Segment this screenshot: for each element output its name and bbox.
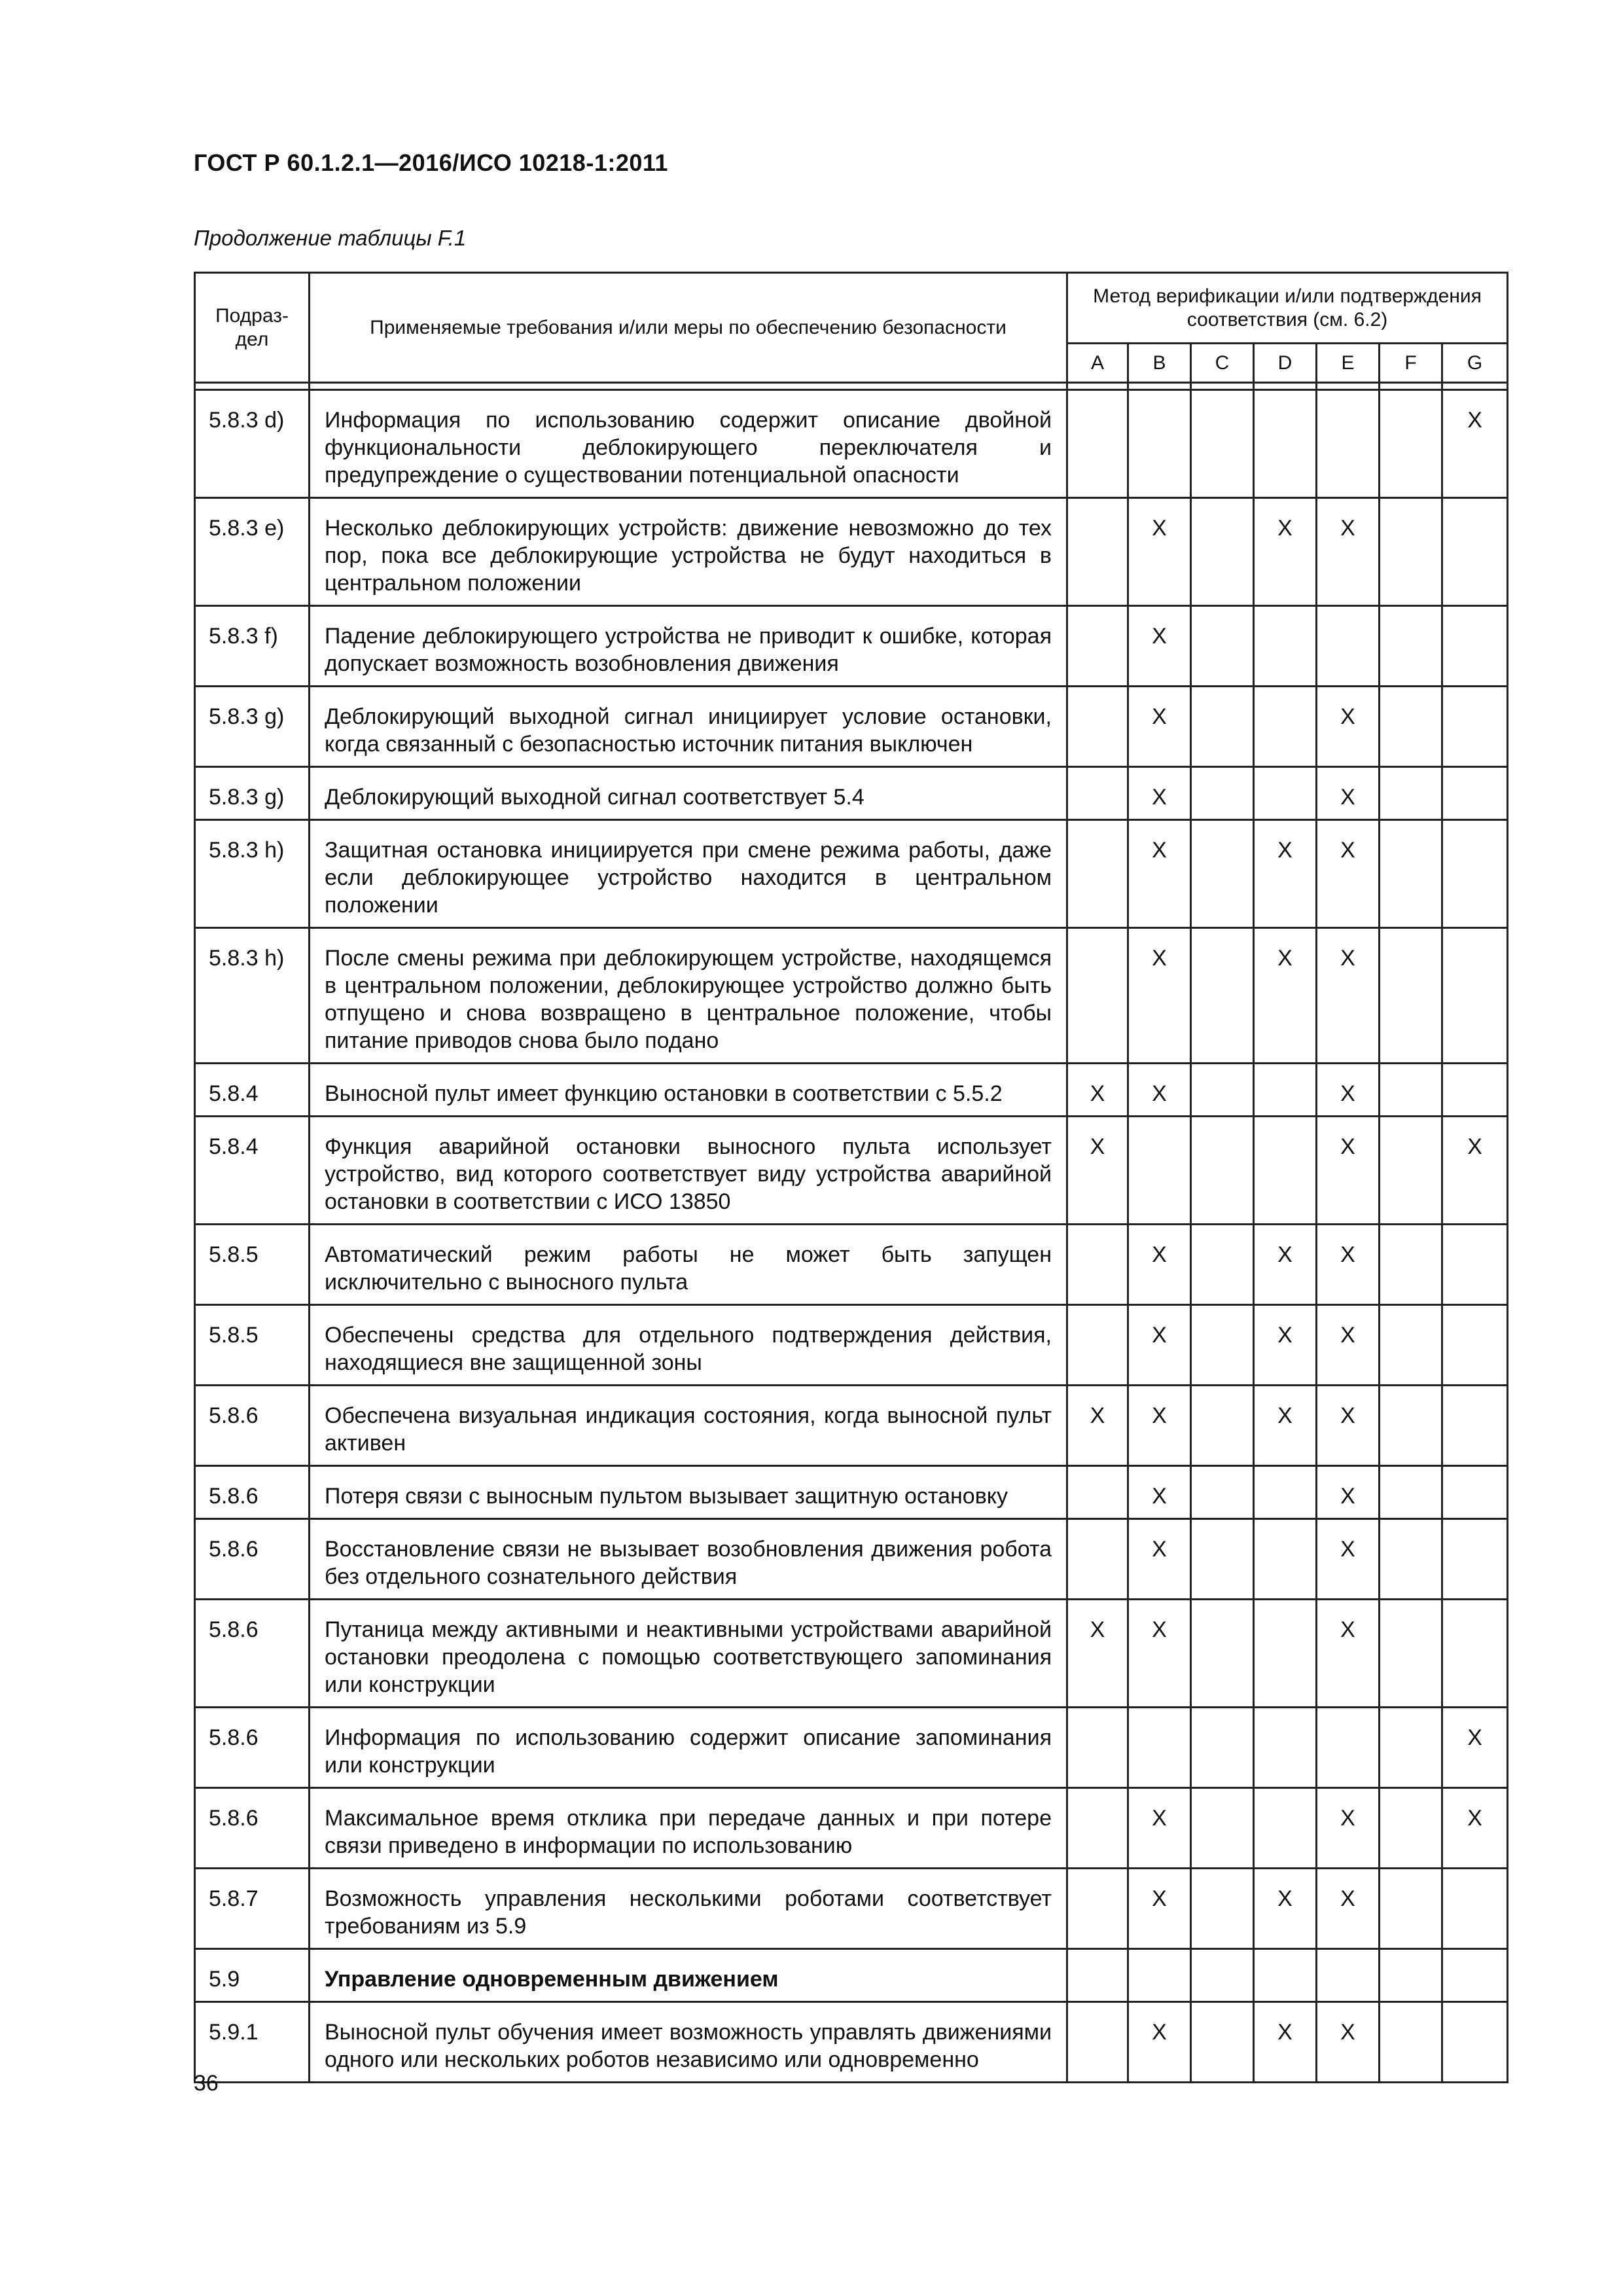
method-mark-cell: X [1317, 2002, 1380, 2083]
method-mark-cell [1067, 1708, 1128, 1788]
method-mark-cell: X [1128, 1600, 1191, 1708]
method-mark-cell [1191, 1788, 1254, 1869]
subsection-cell: 5.8.4 [195, 1117, 310, 1225]
method-mark-cell [1380, 2002, 1442, 2083]
method-mark-cell [1191, 1466, 1254, 1519]
method-mark-cell [1254, 687, 1317, 767]
method-mark-cell: X [1317, 1869, 1380, 1949]
method-mark-cell [1442, 498, 1508, 606]
method-mark-cell [1254, 390, 1317, 498]
subsection-cell: 5.8.3 h) [195, 928, 310, 1064]
method-mark-cell [1067, 1466, 1128, 1519]
method-mark-cell: X [1128, 767, 1191, 820]
method-mark-cell [1380, 687, 1442, 767]
requirement-cell: Выносной пульт имеет функцию остановки в соответствии с 5.5.2 [310, 1064, 1067, 1117]
header-separator [195, 383, 1508, 390]
method-mark-cell [1254, 606, 1317, 687]
method-mark-cell [1380, 1064, 1442, 1117]
requirement-cell: Падение деблокирующего устройства не приводит к ошибке, которая допускает возможность возобновления движения [310, 606, 1067, 687]
method-mark-cell: X [1128, 1519, 1191, 1600]
method-mark-cell [1067, 1225, 1128, 1305]
method-mark-cell: X [1128, 1466, 1191, 1519]
method-mark-cell [1380, 1869, 1442, 1949]
method-mark-cell: X [1254, 928, 1317, 1064]
method-mark-cell [1067, 928, 1128, 1064]
method-mark-cell: X [1128, 687, 1191, 767]
requirement-cell: Выносной пульт обучения имеет возможность управлять движениями одного или нескольких роботов независимо или одновременно [310, 2002, 1067, 2083]
method-mark-cell: X [1128, 1869, 1191, 1949]
method-mark-cell [1191, 1869, 1254, 1949]
method-mark-cell [1067, 1869, 1128, 1949]
method-letter-g: G [1442, 344, 1508, 383]
method-mark-cell [1442, 1466, 1508, 1519]
method-mark-cell: X [1067, 1064, 1128, 1117]
method-letter-f: F [1380, 344, 1442, 383]
method-mark-cell [1191, 767, 1254, 820]
method-mark-cell [1442, 1519, 1508, 1600]
subsection-cell: 5.8.3 f) [195, 606, 310, 687]
method-mark-cell [1442, 928, 1508, 1064]
table-row [195, 606, 1508, 687]
subsection-cell: 5.8.4 [195, 1064, 310, 1117]
subsection-cell: 5.8.6 [195, 1519, 310, 1600]
requirement-cell: Несколько деблокирующих устройств: движение невозможно до тех пор, пока все деблокирующие устройства не будут находиться в центральном положении [310, 498, 1067, 606]
method-mark-cell [1380, 1225, 1442, 1305]
column-header-requirements: Применяемые требования и/или меры по обеспечению безопасности [310, 273, 1067, 383]
subsection-cell: 5.8.6 [195, 1708, 310, 1788]
method-mark-cell [1254, 1466, 1317, 1519]
method-mark-cell [1254, 1519, 1317, 1600]
method-mark-cell [1128, 1117, 1191, 1225]
subsection-cell: 5.8.6 [195, 1600, 310, 1708]
method-letter-d: D [1254, 344, 1317, 383]
method-mark-cell: X [1317, 1386, 1380, 1466]
method-mark-cell: X [1128, 1788, 1191, 1869]
method-mark-cell [1442, 1869, 1508, 1949]
table-row [195, 1869, 1508, 1949]
method-mark-cell: X [1442, 390, 1508, 498]
requirement-cell: После смены режима при деблокирующем устройстве, находящемся в центральном положении, деблокирующее устройство должно быть отпущено и снова возвращено в центральное положение, чтобы питание приводов снова было подано [310, 928, 1067, 1064]
requirement-cell: Максимальное время отклика при передаче данных и при потере связи приведено в информации по использованию [310, 1788, 1067, 1869]
method-mark-cell: X [1317, 1519, 1380, 1600]
method-mark-cell: X [1128, 1305, 1191, 1386]
method-mark-cell [1254, 767, 1317, 820]
method-mark-cell [1067, 1305, 1128, 1386]
method-mark-cell [1442, 1225, 1508, 1305]
method-mark-cell [1067, 1788, 1128, 1869]
method-mark-cell [1380, 928, 1442, 1064]
method-mark-cell: X [1254, 498, 1317, 606]
method-mark-cell [1317, 606, 1380, 687]
method-letter-e: E [1317, 344, 1380, 383]
method-mark-cell [1191, 606, 1254, 687]
method-mark-cell [1317, 1949, 1380, 2002]
subsection-cell: 5.8.3 e) [195, 498, 310, 606]
requirement-cell: Функция аварийной остановки выносного пульта использует устройство, вид которого соответствует виду устройства аварийной остановки в соответствии с ИСО 13850 [310, 1117, 1067, 1225]
method-mark-cell [1191, 390, 1254, 498]
method-mark-cell [1380, 820, 1442, 928]
method-mark-cell: X [1317, 687, 1380, 767]
method-mark-cell: X [1317, 820, 1380, 928]
method-mark-cell [1067, 1519, 1128, 1600]
method-mark-cell: X [1317, 767, 1380, 820]
method-mark-cell [1254, 1600, 1317, 1708]
requirement-cell: Восстановление связи не вызывает возобновления движения робота без отдельного сознательного действия [310, 1519, 1067, 1600]
method-mark-cell [1067, 687, 1128, 767]
method-mark-cell [1254, 1117, 1317, 1225]
method-mark-cell [1191, 1225, 1254, 1305]
method-mark-cell [1442, 1386, 1508, 1466]
method-mark-cell: X [1067, 1117, 1128, 1225]
column-header-subsection: Подраз-дел [195, 273, 310, 383]
method-mark-cell [1191, 1600, 1254, 1708]
table-row [195, 820, 1508, 928]
document-header: ГОСТ Р 60.1.2.1—2016/ИСО 10218-1:2011 [194, 149, 668, 176]
method-mark-cell: X [1254, 1386, 1317, 1466]
method-mark-cell [1128, 390, 1191, 498]
method-mark-cell [1191, 1708, 1254, 1788]
method-mark-cell [1254, 1949, 1317, 2002]
method-mark-cell [1442, 2002, 1508, 2083]
requirement-cell: Обеспечены средства для отдельного подтверждения действия, находящиеся вне защищенной зоны [310, 1305, 1067, 1386]
method-letter-a: A [1067, 344, 1128, 383]
method-mark-cell [1317, 1708, 1380, 1788]
method-mark-cell [1442, 1600, 1508, 1708]
table-row [195, 2002, 1508, 2083]
method-mark-cell [1380, 1600, 1442, 1708]
table-caption: Продолжение таблицы F.1 [194, 226, 467, 250]
method-mark-cell [1067, 820, 1128, 928]
requirement-cell: Потеря связи с выносным пультом вызывает защитную остановку [310, 1466, 1067, 1519]
method-mark-cell [1067, 606, 1128, 687]
method-mark-cell [1067, 498, 1128, 606]
table-row [195, 1466, 1508, 1519]
verification-table [194, 272, 1508, 2083]
subsection-cell: 5.8.6 [195, 1466, 310, 1519]
method-mark-cell: X [1128, 2002, 1191, 2083]
table-row [195, 498, 1508, 606]
method-mark-cell: X [1254, 1305, 1317, 1386]
method-mark-cell: X [1317, 1305, 1380, 1386]
table-row [195, 1788, 1508, 1869]
method-mark-cell [1191, 928, 1254, 1064]
method-mark-cell [1380, 1788, 1442, 1869]
page-number: 36 [194, 2071, 219, 2096]
requirement-cell: Информация по использованию содержит описание двойной функциональности деблокирующего переключателя и предупреждение о существовании потенциальной опасности [310, 390, 1067, 498]
table-row [195, 1600, 1508, 1708]
method-mark-cell: X [1067, 1600, 1128, 1708]
subsection-cell: 5.8.3 h) [195, 820, 310, 928]
column-header-method: Метод верификации и/или подтверждения соответствия (см. 6.2) [1067, 273, 1508, 344]
table-row [195, 1225, 1508, 1305]
method-mark-cell [1380, 1466, 1442, 1519]
method-mark-cell [1191, 687, 1254, 767]
method-mark-cell: X [1317, 1600, 1380, 1708]
requirement-cell: Управление одновременным движением [310, 1949, 1067, 2002]
method-mark-cell: X [1254, 2002, 1317, 2083]
subsection-cell: 5.8.6 [195, 1788, 310, 1869]
method-mark-cell: X [1317, 1788, 1380, 1869]
method-mark-cell: X [1254, 1225, 1317, 1305]
method-mark-cell: X [1442, 1117, 1508, 1225]
table-row [195, 1519, 1508, 1600]
method-mark-cell [1442, 1305, 1508, 1386]
subsection-cell: 5.8.5 [195, 1225, 310, 1305]
subsection-cell: 5.8.3 d) [195, 390, 310, 498]
requirement-cell: Деблокирующий выходной сигнал соответствует 5.4 [310, 767, 1067, 820]
subsection-cell: 5.8.3 g) [195, 687, 310, 767]
table-row [195, 1949, 1508, 2002]
method-mark-cell [1191, 498, 1254, 606]
method-mark-cell: X [1317, 498, 1380, 606]
method-letter-b: B [1128, 344, 1191, 383]
method-letter-c: C [1191, 344, 1254, 383]
method-mark-cell: X [1128, 1064, 1191, 1117]
method-mark-cell: X [1254, 1869, 1317, 1949]
method-mark-cell: X [1128, 928, 1191, 1064]
method-mark-cell [1380, 1117, 1442, 1225]
requirement-cell: Автоматический режим работы не может быть запущен исключительно с выносного пульта [310, 1225, 1067, 1305]
method-mark-cell [1128, 1708, 1191, 1788]
subsection-cell: 5.9 [195, 1949, 310, 2002]
table-row [195, 1708, 1508, 1788]
requirement-cell: Информация по использованию содержит описание запоминания или конструкции [310, 1708, 1067, 1788]
table-row [195, 1117, 1508, 1225]
method-mark-cell [1442, 606, 1508, 687]
subsection-cell: 5.8.5 [195, 1305, 310, 1386]
method-mark-cell [1442, 1949, 1508, 2002]
method-mark-cell [1380, 1305, 1442, 1386]
requirement-cell: Деблокирующий выходной сигнал инициирует условие остановки, когда связанный с безопасностью источник питания выключен [310, 687, 1067, 767]
method-mark-cell [1442, 767, 1508, 820]
method-mark-cell [1254, 1708, 1317, 1788]
method-mark-cell: X [1317, 1064, 1380, 1117]
method-mark-cell: X [1317, 1466, 1380, 1519]
method-mark-cell [1380, 1708, 1442, 1788]
method-mark-cell: X [1067, 1386, 1128, 1466]
method-mark-cell [1191, 1064, 1254, 1117]
table-row [195, 1305, 1508, 1386]
requirement-cell: Защитная остановка инициируется при смене режима работы, даже если деблокирующее устройство находится в центральном положении [310, 820, 1067, 928]
method-mark-cell [1442, 687, 1508, 767]
requirement-cell: Обеспечена визуальная индикация состояния, когда выносной пульт активен [310, 1386, 1067, 1466]
method-mark-cell: X [1128, 606, 1191, 687]
method-mark-cell: X [1128, 1386, 1191, 1466]
method-mark-cell [1380, 390, 1442, 498]
method-mark-cell [1442, 1064, 1508, 1117]
subsection-cell: 5.8.6 [195, 1386, 310, 1466]
method-mark-cell [1067, 2002, 1128, 2083]
method-mark-cell [1317, 390, 1380, 498]
method-mark-cell: X [1128, 820, 1191, 928]
method-mark-cell [1191, 1305, 1254, 1386]
requirement-cell: Возможность управления несколькими роботами соответствует требованиям из 5.9 [310, 1869, 1067, 1949]
method-mark-cell [1128, 1949, 1191, 2002]
method-mark-cell [1380, 1949, 1442, 2002]
table-row [195, 390, 1508, 498]
method-mark-cell [1067, 767, 1128, 820]
requirement-cell: Путаница между активными и неактивными устройствами аварийной остановки преодолена с помощью соответствующего запоминания или конструкции [310, 1600, 1067, 1708]
table-row [195, 687, 1508, 767]
method-mark-cell: X [1442, 1708, 1508, 1788]
method-mark-cell [1067, 1949, 1128, 2002]
method-mark-cell [1254, 1788, 1317, 1869]
subsection-cell: 5.9.1 [195, 2002, 310, 2083]
method-mark-cell [1191, 1949, 1254, 2002]
method-mark-cell: X [1317, 1225, 1380, 1305]
method-mark-cell [1191, 1519, 1254, 1600]
method-mark-cell: X [1128, 1225, 1191, 1305]
method-mark-cell [1442, 820, 1508, 928]
method-mark-cell: X [1317, 1117, 1380, 1225]
method-mark-cell [1191, 2002, 1254, 2083]
method-mark-cell: X [1317, 928, 1380, 1064]
subsection-cell: 5.8.3 g) [195, 767, 310, 820]
method-mark-cell [1380, 1519, 1442, 1600]
method-mark-cell [1067, 390, 1128, 498]
method-mark-cell: X [1254, 820, 1317, 928]
table-row [195, 1064, 1508, 1117]
method-mark-cell [1380, 1386, 1442, 1466]
method-mark-cell [1380, 606, 1442, 687]
table-row [195, 928, 1508, 1064]
method-mark-cell [1191, 820, 1254, 928]
table-row [195, 1386, 1508, 1466]
subsection-cell: 5.8.7 [195, 1869, 310, 1949]
table-row [195, 767, 1508, 820]
method-mark-cell [1380, 498, 1442, 606]
method-mark-cell: X [1128, 498, 1191, 606]
method-mark-cell [1254, 1064, 1317, 1117]
method-mark-cell: X [1442, 1788, 1508, 1869]
method-mark-cell [1380, 767, 1442, 820]
method-mark-cell [1191, 1386, 1254, 1466]
method-mark-cell [1191, 1117, 1254, 1225]
